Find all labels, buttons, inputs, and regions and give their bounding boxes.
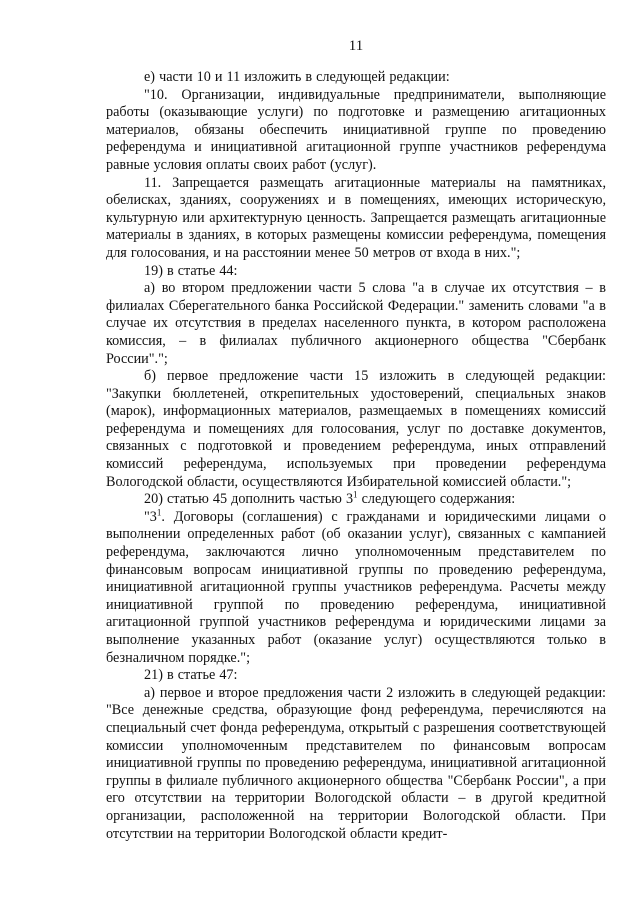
paragraph-item-20-pre: 20) статью 45 дополнить частью 3 [144, 491, 354, 508]
paragraph-item-21: 21) в статье 47: [144, 667, 238, 684]
paragraph-part-11: 11. Запрещается размещать агитационные материалы на памятниках, обелисках, зданиях, сооружениях и в помещениях, имеющих историческую, культурную или архитектурную ценность. Запрещается размещать агитационные материалы в зданиях, в которых размещены комиссии референдума, помещения для голосования, и на расстоянии менее 50 метров от входа в них."; [106, 174, 606, 261]
paragraph-amend-e: е) части 10 и 11 изложить в следующей редакции: [144, 69, 450, 85]
paragraph-item-19-b: б) первое предложение части 15 изложить в следующей редакции: "Закупки бюллетеней, открепительных удостоверений, специальных знаков (марок), информационных материалов, размещаемых в помещениях комиссий референдума и помещениях для голосования, услуг по доставке документов, связанных с подготовкой и проведением референдума, иных отправлений комиссий референдума, используемых при проведении референдума Вологодской области, осуществляются Избирательной комиссией области."; [106, 368, 606, 490]
paragraph-item-19-a: а) во втором предложении части 5 слова "а в случае их отсутствия – в филиалах Сберегательного банка Российской Федерации." заменить словами "а в случае их отсутствия в пределах населенного пункта, в котором расположена комиссия, – в филиалах публичного акционерного общества "Сбербанк России"."; [106, 280, 606, 367]
superscript-index: 1 [156, 507, 162, 518]
page-number: 11 [348, 38, 364, 54]
document-body [106, 69, 606, 843]
paragraph-part-3-1-post: . Договоры (соглашения) с гражданами и юридическими лицами о выполнении определенных работ (об оказании услуг), связанных с кампанией референдума, заключаются лично уполномоченным представителем по финансовым вопросам инициативной группы по проведению референдума, инициативной агитационной группы участников референдума. Расчеты между инициативной группой по проведению референдума, инициативной агитационной группой участников референдума и юридическими лицами за выполнение указанных работ (оказание услуг) осуществляются только в безналичном порядке."; [106, 508, 606, 666]
paragraph-part-10: "10. Организации, индивидуальные предприниматели, выполняющие работы (оказывающие услуги) по подготовке и размещению агитационных материалов, обязаны обеспечить инициативной группе по проведению референдума и инициативной агитационной группе участников референдума равные условия оплаты своих работ (услуг). [106, 86, 606, 173]
paragraph-part-3-1-pre: "3 [144, 508, 157, 525]
paragraph-item-21-a: а) первое и второе предложения части 2 изложить в следующей редакции: "Все денежные средства, образующие фонд референдума, перечисляются на специальный счет фонда референдума, открытый с разрешения соответствующей комиссии уполномоченным представителем по финансовым вопросам инициативной группы по проведению референдума, инициативной агитационной группы в филиале публичного акционерного общества "Сбербанк России", а при его отсутствии на территории Вологодской области – в другой кредитной организации, расположенной на территории Вологодской области. При отсутствии на территории Вологодской области кредит- [106, 684, 606, 842]
paragraph-item-19: 19) в статье 44: [144, 262, 238, 279]
paragraph-item-20 [106, 491, 606, 509]
paragraph-part-3-1 [106, 509, 606, 667]
paragraph-item-20-post: следующего содержания: [357, 491, 516, 508]
superscript-index: 1 [353, 489, 358, 500]
